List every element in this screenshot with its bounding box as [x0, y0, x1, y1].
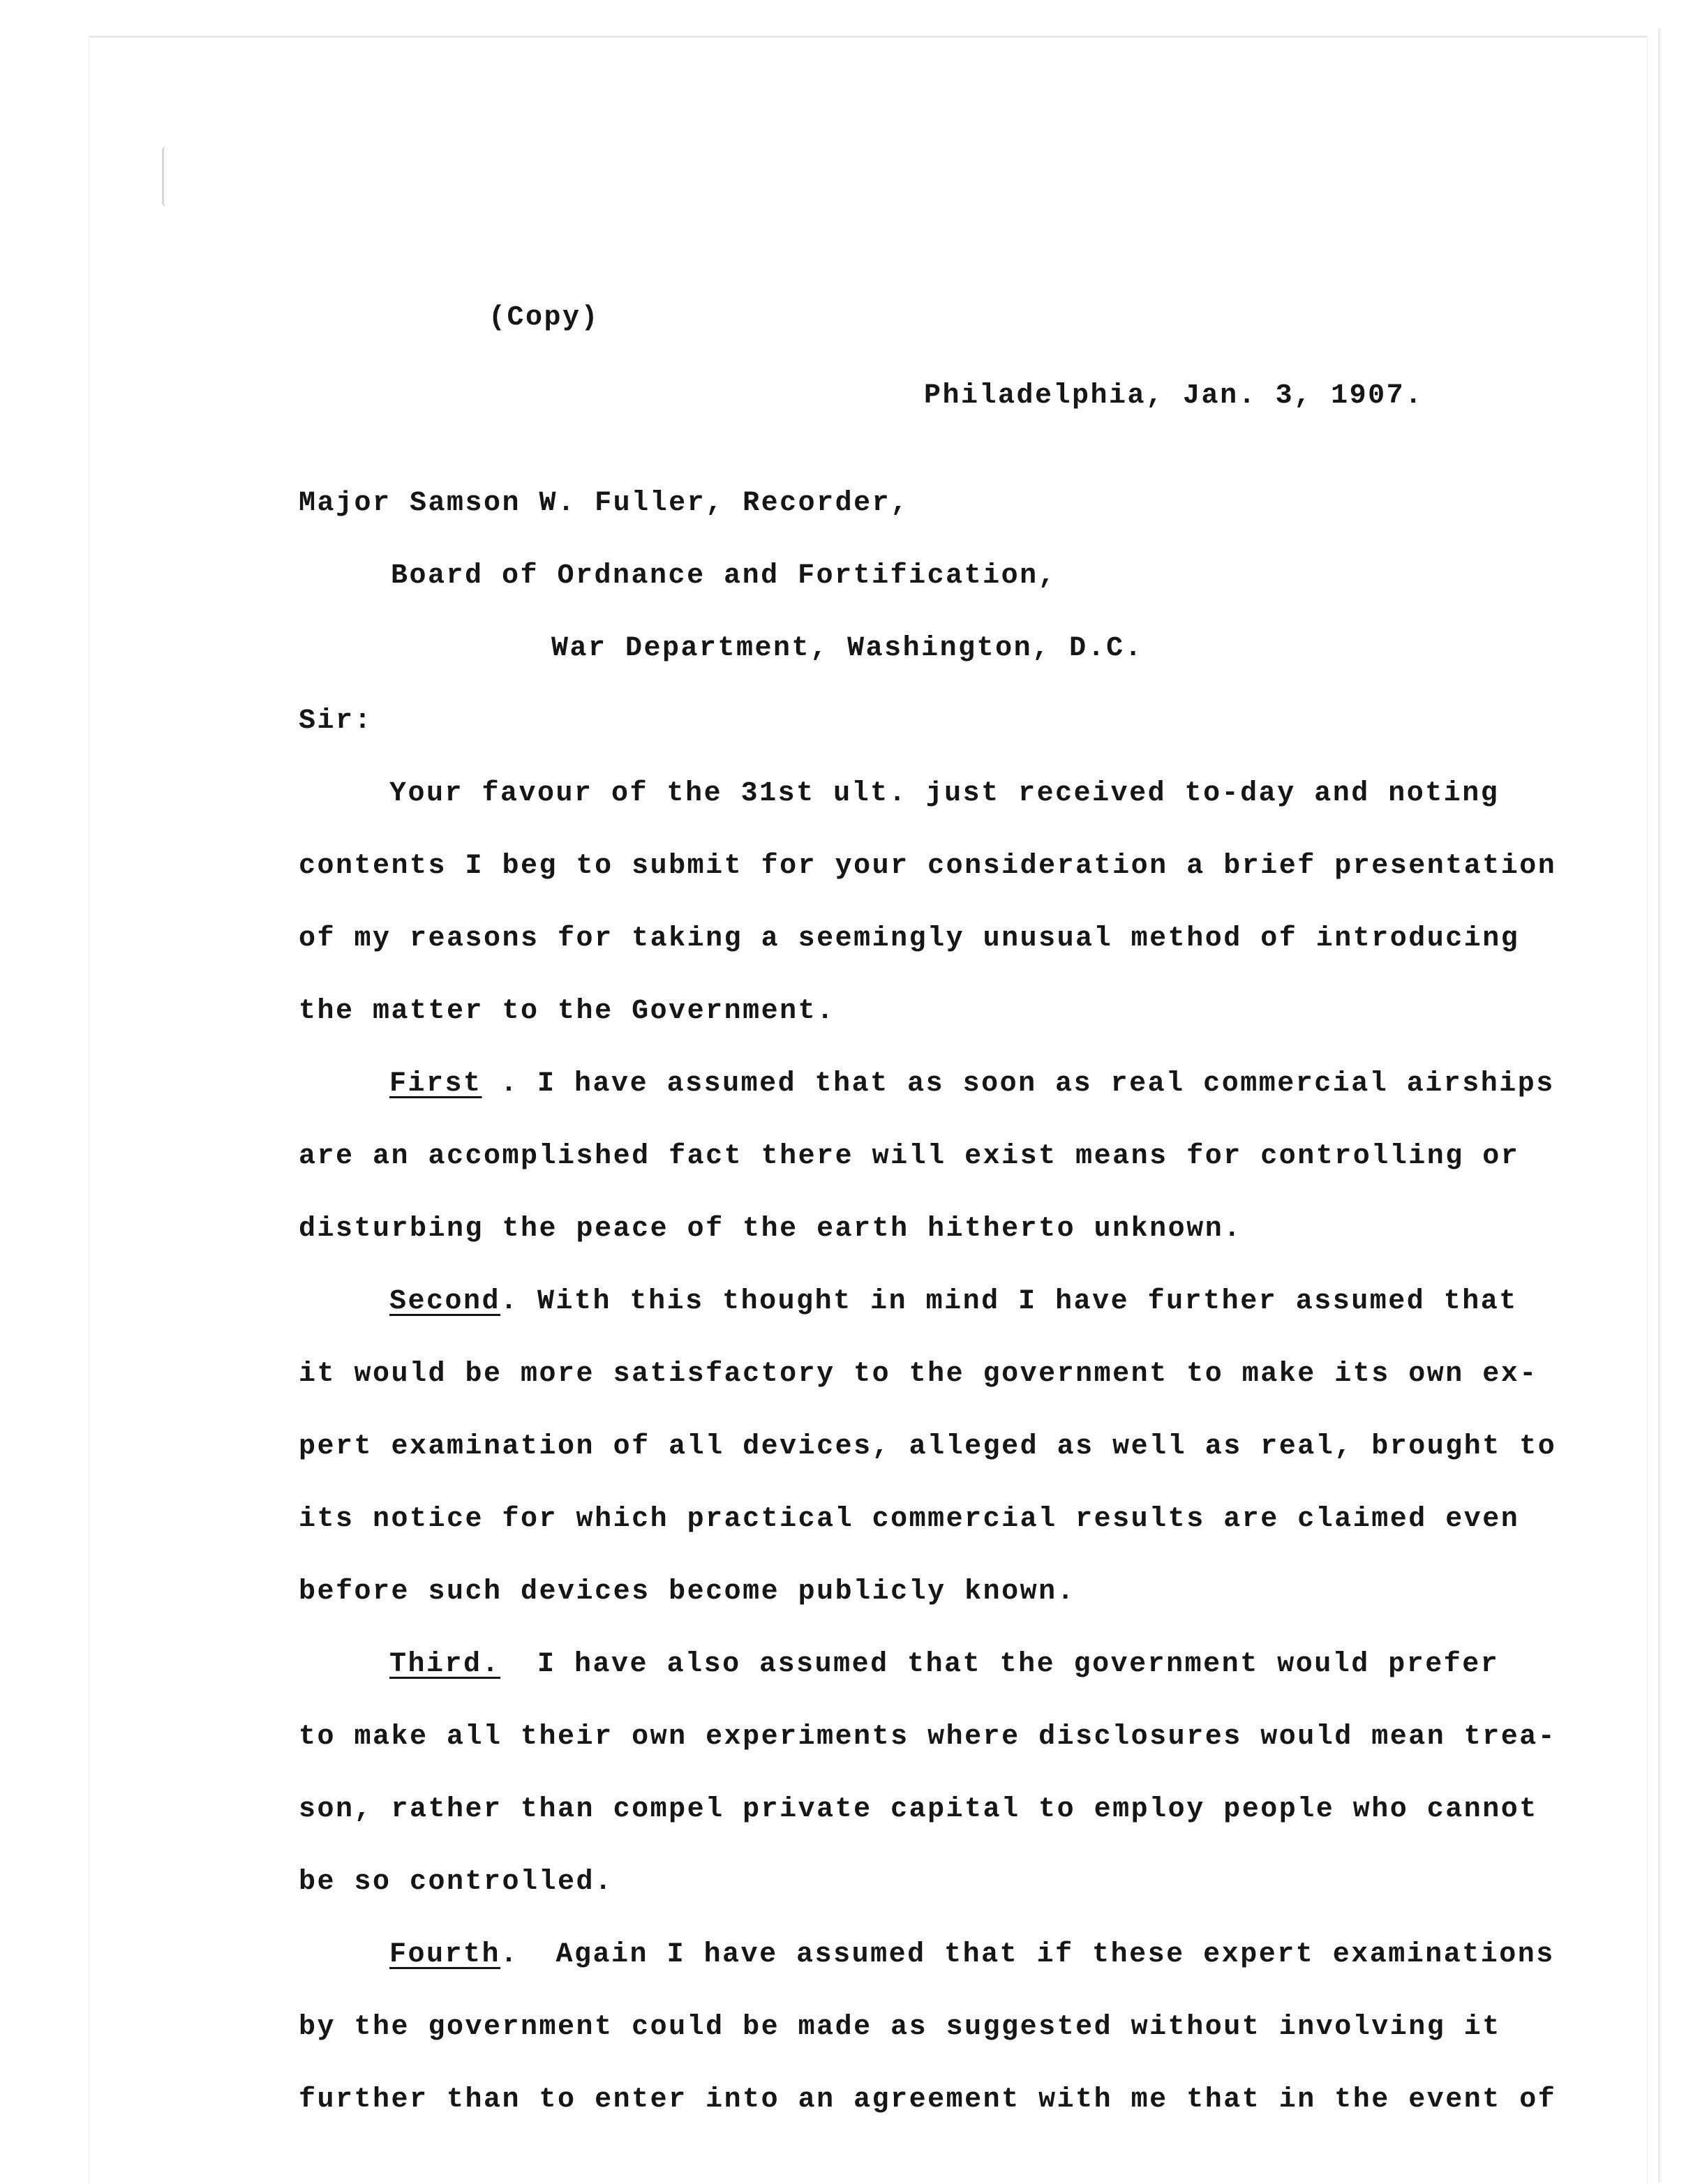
intro-line: contents I beg to submit for your consideration a brief presentation: [299, 851, 1557, 882]
second-heading: Second: [389, 1286, 501, 1317]
margin-mark: [162, 147, 170, 207]
letter-page: [89, 36, 1647, 2184]
third-line: son, rather than compel private capital to employ people who cannot: [299, 1794, 1538, 1825]
fourth-line: by the government could be made as suggested without involving it: [299, 2012, 1501, 2043]
first-paragraph-start: [389, 1070, 1555, 1098]
fourth-line: further than to enter into an agreement with me that in the event of: [299, 2084, 1557, 2116]
fourth-paragraph-start: [389, 1941, 1555, 1969]
third-line: to make all their own experiments where disclosures would mean trea-: [299, 1721, 1557, 1753]
intro-line: Your favour of the 31st ult. just received to-day and noting: [389, 778, 1500, 809]
page-edge: [1658, 28, 1662, 2183]
addressee-department: War Department, Washington, D.C.: [551, 633, 1144, 664]
third-paragraph-start: [389, 1651, 1499, 1679]
first-line: are an accomplished fact there will exist means for controlling or: [299, 1141, 1520, 1172]
first-heading: First: [389, 1068, 482, 1100]
first-line: disturbing the peace of the earth hitherto unknown.: [299, 1213, 1242, 1245]
first-line: . I have assumed that as soon as real commercial airships: [482, 1068, 1555, 1100]
second-line: its notice for which practical commercial results are claimed even: [299, 1504, 1520, 1535]
third-line: be so controlled.: [299, 1867, 613, 1898]
fourth-line: . Again I have assumed that if these expert examinations: [500, 1939, 1555, 1970]
copy-label: (Copy): [488, 302, 600, 334]
second-paragraph-start: [389, 1288, 1518, 1316]
intro-line: of my reasons for taking a seemingly unusual method of introducing: [299, 923, 1520, 955]
third-line: I have also assumed that the government would prefer: [500, 1649, 1500, 1680]
third-heading: Third.: [389, 1649, 501, 1680]
intro-line: the matter to the Government.: [299, 996, 835, 1027]
second-line: before such devices become publicly known.: [299, 1576, 1076, 1608]
fourth-heading: Fourth: [389, 1939, 501, 1970]
second-line: pert examination of all devices, alleged as well as real, brought to: [299, 1431, 1557, 1463]
second-line: . With this thought in mind I have further assumed that: [500, 1286, 1518, 1317]
salutation: Sir:: [299, 705, 373, 737]
place-date: Philadelphia, Jan. 3, 1907.: [924, 380, 1424, 412]
second-line: it would be more satisfactory to the government to make its own ex-: [299, 1359, 1538, 1390]
addressee-name: Major Samson W. Fuller, Recorder,: [299, 488, 909, 519]
addressee-board: Board of Ordnance and Fortification,: [391, 560, 1057, 592]
